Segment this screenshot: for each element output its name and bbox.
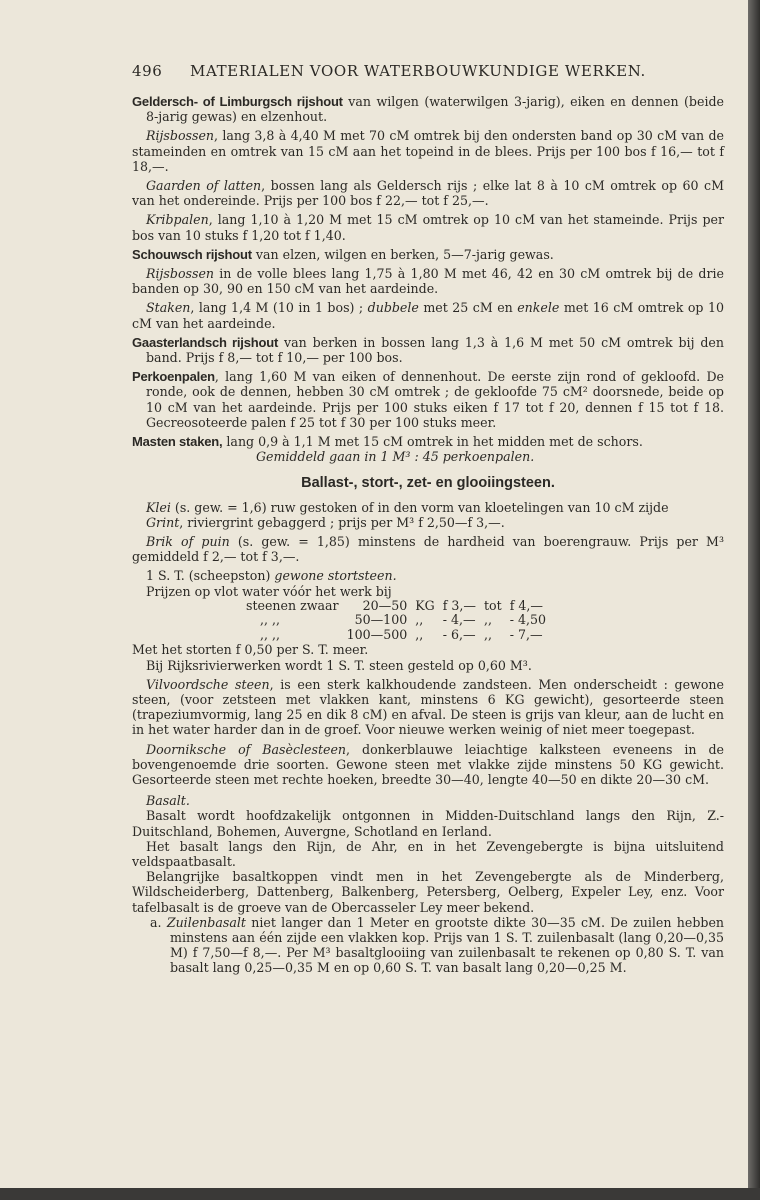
text: van wilgen (waterwilgen 3-jarig), eiken en dennen (beide 8-jarig gewas) en elzenhout.: [146, 94, 724, 125]
term: Grint: [146, 514, 180, 530]
text: , lang 3,8 à 4,40 M met 70 cM omtrek bij den ondersten band op 30 cM van de stameinden en omtrek van 15 cM aan het topeind in de blees. Prijs per 100 bos f 16,— tot f 18,—.: [132, 128, 724, 174]
paragraph-gaasterlandsch: [132, 335, 724, 365]
paragraph-basalt-2: Het basalt langs den Rijn, de Ahr, en in het Zevengebergte is bijna uitsluitend veldspaatbasalt.: [132, 838, 724, 870]
text: , lang 1,10 à 1,20 M met 15 cM omtrek op 10 cM van het stameinde. Prijs per bos van 10 stuks f 1,20 tot f 1,40.: [132, 212, 724, 243]
term: Kribpalen: [146, 212, 209, 228]
paragraph-basalt-3: Belangrijke basaltkoppen vindt men in het Zevengebergte als de Minderberg, Wildscheiderberg, Dattenberg, Balkenberg, Petersberg, Oelberg, Expeler Ley, enz. Voor tafelbasalt is de groeve van de Obercasseler Ley meer bekend.: [132, 869, 724, 915]
page-number: 496: [132, 62, 163, 80]
cell: ,,: [415, 626, 424, 642]
table-row: [242, 599, 550, 614]
text: in de volle blees lang 1,75 à 1,80 M met 46, 42 en 30 cM omtrek bij de drie banden op 30, 90 en 150 cM van het aardeinde.: [132, 266, 724, 297]
page-bottom-edge: [0, 1188, 760, 1200]
text: , riviergrint gebaggerd ; prijs per M³ f 2,50—f 3,—.: [179, 514, 505, 530]
text: van elzen, wilgen en berken, 5—7-jarig gewas.: [251, 246, 554, 262]
paragraph-gaarden: [132, 178, 724, 208]
text: met 25 cM en: [418, 300, 518, 316]
cell: ,, ,,: [260, 626, 281, 642]
heading-masten: Masten staken,: [132, 434, 223, 450]
cell: 20—50: [362, 597, 408, 613]
cell: 100—500: [346, 626, 408, 642]
paragraph-vilvoordsche: [132, 677, 724, 738]
term: Gaarden of latten: [146, 178, 262, 194]
cell: f 4,—: [509, 597, 543, 613]
text: , lang 1,4 M (10 in 1 bos) ;: [190, 300, 368, 316]
heading-perkoenpalen: Perkoenpalen: [132, 369, 215, 385]
term: Zuilenbasalt: [166, 914, 246, 930]
text: , donkerblauwe leiachtige kalksteen eveneens in de bovengenoemde drie soorten. Gewone steen met vlakke zijde minstens 50 KG gewicht. Gesorteerde steen met rechte hoeken, breedte 30—40, lengte 40—50 en dikte 20—30 cM.: [132, 741, 724, 788]
term: Staken: [146, 300, 191, 316]
term: Klei: [146, 499, 171, 515]
heading-schouwsch: Schouwsch rijshout: [132, 246, 252, 262]
text: , is een sterk kalkhoudende zandsteen. Men onderscheidt : gewone steen, (voor zetsteen met vlakken kant, minstens 6 KG gewicht), gesorteerde steen (trapeziumvormig, lang 25 en dik 8 cM) en afval. De steen is grijs van kleur, aan de lucht en in het water harder dan in de groef. Voor nieuwe werken weinig of niet meer toegepast.: [132, 676, 724, 738]
paragraph-geldersch: [132, 94, 724, 124]
term: Brik of puin: [146, 534, 230, 550]
text: niet langer dan 1 Meter en grootste dikte 30—35 cM. De zuilen hebben minstens aan één zijde een vlakken kop. Prijs van 1 S. T. zuilenbasalt (lang 0,20—0,35 M) f 7,50—f 8,—. Per M³ basaltglooiing van zuilenbasalt te rekenen op 0,80 S. T. van basalt lang 0,25—0,35 M en op 0,60 S. T. van basalt lang 0,20—0,25 M.: [170, 914, 725, 976]
term: enkele: [517, 300, 560, 316]
paragraph-doorniksche: [132, 742, 724, 788]
paragraph-basalt-1: Basalt wordt hoofdzakelijk ontgonnen in Midden-Duitschland langs den Rijn, Z.-Duitschland, Bohemen, Auvergne, Schotland en Ierland.: [132, 808, 724, 839]
cell: - 7,—: [509, 626, 543, 642]
cell: ,,: [483, 612, 492, 628]
list-item-zuilenbasalt: [132, 915, 724, 976]
table-row: [242, 628, 550, 643]
term: dubbele: [367, 300, 419, 316]
term: Vilvoordsche steen: [146, 676, 270, 692]
cell: steenen zwaar: [246, 597, 339, 613]
paragraph-grint: [132, 515, 724, 530]
basalt-label: [132, 793, 724, 808]
cell: - 4,—: [442, 612, 476, 628]
term: Rijsbossen: [146, 266, 215, 282]
paragraph-klei: [132, 500, 724, 515]
paragraph-schouwsch: [132, 247, 724, 262]
text: van berken in bossen lang 1,3 à 1,6 M met 50 cM omtrek bij den band. Prijs f 8,— tot f 10,— per 100 bos.: [146, 334, 724, 366]
paragraph-rijsbossen-2: [132, 266, 724, 296]
cell: - 4,50: [509, 612, 547, 628]
heading-gaasterlandsch: Gaasterlandsch rijshout: [132, 334, 279, 350]
text: , bossen lang als Geldersch rijs ; elke lat 8 à 10 cM omtrek op 60 cM van het ondereinde. Prijs per 100 bos f 22,— tot f 25,—.: [132, 178, 724, 209]
cell: f 3,—: [442, 597, 476, 613]
paragraph-staken: [132, 300, 724, 330]
heading-geldersch: Geldersch- of Limburgsch rijshout: [132, 94, 343, 109]
term: Doorniksche of Basèclesteen: [146, 741, 347, 757]
cell: ,, ,,: [260, 612, 281, 628]
paragraph-perkoenpalen: [132, 369, 724, 430]
paragraph-scheepston: [132, 568, 724, 583]
text: 1 S. T. (scheepston): [146, 568, 275, 584]
text: met 16 cM omtrek op 10 cM van het aardeinde.: [132, 300, 724, 331]
paragraph-gemiddeld: [132, 449, 724, 464]
paragraph-kribpalen: [132, 212, 724, 242]
term: Basalt.: [146, 793, 190, 809]
text: (s. gew. = 1,85) minstens de hardheid van boerengrauw. Prijs per M³ gemiddeld f 2,— tot f 3,—.: [132, 534, 725, 565]
page-body: [132, 94, 724, 976]
text: (s. gew. = 1,6) ruw gestoken of in den vorm van kloetelingen van 10 cM zijde: [170, 499, 669, 515]
text: , lang 1,60 M van eiken of dennenhout. De eerste zijn rond of gekloofd. De ronde, ook de dennen, hebben 30 cM omtrek ; de gekloofde 75 cM² doorsnede, beide op 10 cM van het aardeinde. Prijs per 100 stuks eiken f 17 tot f 20, dennen f 15 tot f 18. Gecreosoteerde palen f 25 tot f 30 per 100 stuks meer.: [146, 369, 724, 430]
list-marker: a.: [150, 914, 167, 930]
page-header: [132, 62, 724, 80]
paragraph-brik: [132, 534, 724, 564]
book-gutter-shadow: [748, 0, 760, 1200]
running-title: MATERIALEN VOOR WATERBOUWKUNDIGE WERKEN.: [190, 62, 646, 80]
cell: KG: [415, 597, 435, 613]
paragraph-storten: Met het storten f 0,50 per S. T. meer.: [132, 642, 369, 658]
cell: 50—100: [354, 612, 408, 628]
text: lang 0,9 à 1,1 M met 15 cM omtrek in het midden met de schors.: [222, 434, 643, 450]
paragraph-masten: [132, 434, 724, 449]
cell: - 6,—: [442, 626, 476, 642]
term: gewone stortsteen.: [274, 568, 397, 584]
term: Rijsbossen: [146, 128, 215, 144]
table-row: [242, 613, 550, 628]
paragraph-rijsbossen-1: [132, 128, 724, 174]
stone-price-table: [242, 599, 550, 643]
note: Gemiddeld gaan in 1 M³ : 45 perkoenpalen.: [256, 449, 535, 465]
cell: tot: [483, 597, 502, 613]
cell: ,,: [415, 612, 424, 628]
section-title-ballast: Ballast-, stort-, zet- en glooiingsteen.: [301, 475, 555, 492]
paragraph-rijksrivierwerken: Bij Rijksrivierwerken wordt 1 S. T. steen gesteld op 0,60 M³.: [146, 657, 532, 673]
paragraph-prijzen: Prijzen op vlot water vóór het werk bij: [146, 583, 392, 599]
cell: ,,: [483, 626, 492, 642]
